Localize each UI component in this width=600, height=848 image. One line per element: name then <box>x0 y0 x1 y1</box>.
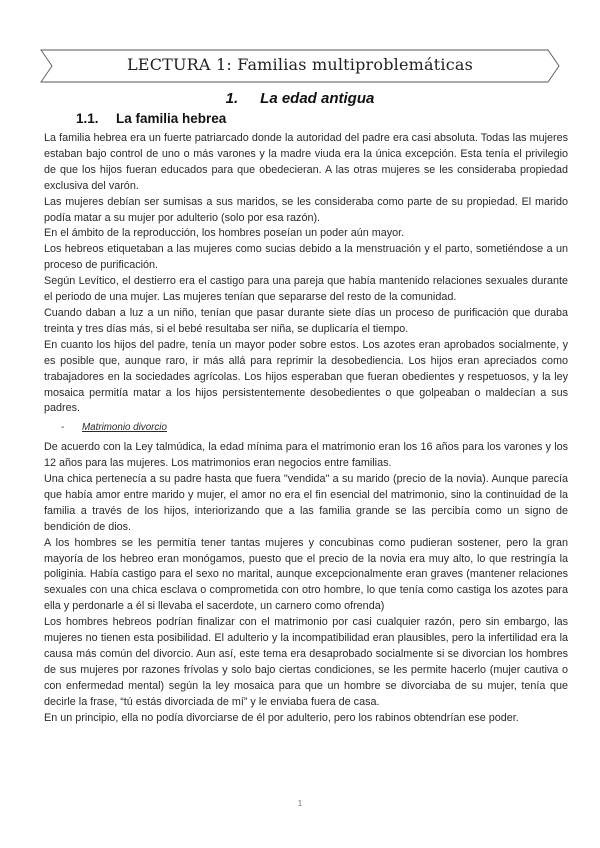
paragraph: A los hombres se les permitía tener tantas mujeres y concubinas como pudieran sostener, pero la gran mayoría de los hebreo eran monógamos, puesto que el precio de la novia era muy alto, lo que restringía la poliginia. Había castigo para el sexo no marital, aunque excepcionalmente eran graves (mantener relaciones sexuales con una chica esclava o comprometida con otro hombre, lo que tenía como castiga los azotes para ella y perdonarle a él si llevaba el sacerdote, un carnero como ofrenda) <box>44 536 568 613</box>
paragraph: Cuando daban a luz a un niño, tenían que pasar durante siete días un proceso de purificación que duraba treinta y tres días más, si el bebé resultaba ser niña, se duplicaría el tiempo. <box>44 306 568 335</box>
paragraph: Según Levítico, el destierro era el castigo para una pareja que había mantenido relaciones sexuales durante el periodo de una mujer. Las mujeres tenían que separarse del resto de la comunidad. <box>44 275 568 304</box>
paragraph: En un principio, ella no podía divorciarse de él por adulterio, pero los rabinos obtendrían ese poder. <box>44 711 519 724</box>
paragraph: En cuanto los hijos del padre, tenía un mayor poder sobre estos. Los azotes eran aprobados socialmente, y es posible que, aunque raro, ir más allá para reprimir la desobediencia. Los hijos eran apreciados como trabajadores en la sociedades agrícolas. Los hijos esperaban que fueran obedientes y respetuosos, y la ley mosaica permitía matar a los hijos persistentemente desobedientes o que golpeaban o maldecían a sus padres. <box>44 338 568 415</box>
subsection-heading <box>76 111 226 126</box>
section-title: La edad antigua <box>260 90 375 107</box>
section-heading <box>0 90 600 107</box>
paragraph: De acuerdo con la Ley talmúdica, la edad mínima para el matrimonio eran los 16 años para los varones y los 12 años para las mujeres. Los matrimonios eran negocios entre familias. <box>44 441 568 470</box>
subsection-title: La familia hebrea <box>116 111 227 126</box>
bullet-subheading <box>61 420 568 436</box>
subheading-text: Matrimonio divorcio <box>82 422 167 434</box>
page-number: 1 <box>297 799 303 808</box>
paragraph: Los hebreos etiquetaban a las mujeres como sucias debido a la menstruación y el parto, sometiéndose a un proceso de purificación. <box>44 243 568 272</box>
paragraph: Una chica pertenecía a su padre hasta que fuera "vendida" a su marido (precio de la novia). Aunque parecía que había amor entre marido y mujer, el amor no era el fin esencial del matrimonio, sino la continuidad de la familia a través de los hijos, interiorizando que a las familia grande se las percibía como un signo de bendición de dios. <box>44 473 568 533</box>
paragraph: Las mujeres debían ser sumisas a sus maridos, se les consideraba como parte de su propiedad. El marido podía matar a su mujer por adulterio (solo por esa razón). <box>44 195 568 224</box>
document-body <box>44 131 568 727</box>
subsection-number: 1.1. <box>76 111 99 126</box>
bullet-dash: - <box>61 422 65 434</box>
document-title: LECTURA 1: Familias multiproblemáticas <box>126 55 474 74</box>
paragraph: La familia hebrea era un fuerte patriarcado donde la autoridad del padre era casi absoluta. Todas las mujeres estaban bajo control de uno o más varones y la madre viuda era la única excepción. Esta tenía el privilegio de que los hijos fueran educados para que obedecieran. A las otras mujeres se les consideraba propiedad exclusiva del varón. <box>44 132 568 192</box>
paragraph: En el ámbito de la reproducción, los hombres poseían un poder aún mayor. <box>44 227 405 240</box>
section-number: 1. <box>225 90 239 107</box>
title-banner <box>40 46 560 86</box>
paragraph: Los hombres hebreos podrían finalizar con el matrimonio por casi cualquier razón, pero sin embargo, las mujeres no tienen esta posibilidad. El adulterio y la incompatibilidad eran plausibles, pero la infertilidad era la causa más común del divorcio. Aun así, este tema era desaprobado socialmente si se divorcian los hombres de sus mujeres por razones frívolas y solo bajo ciertas condiciones, se les permite hacerlo (mujer cautiva o con enfermedad mental) según la ley mosaica para que un hombre se divorciaba de su mujer, tenía que decirle la frase, “tú estás divorciada de mí” y le enviaba fuera de casa. <box>44 616 568 708</box>
